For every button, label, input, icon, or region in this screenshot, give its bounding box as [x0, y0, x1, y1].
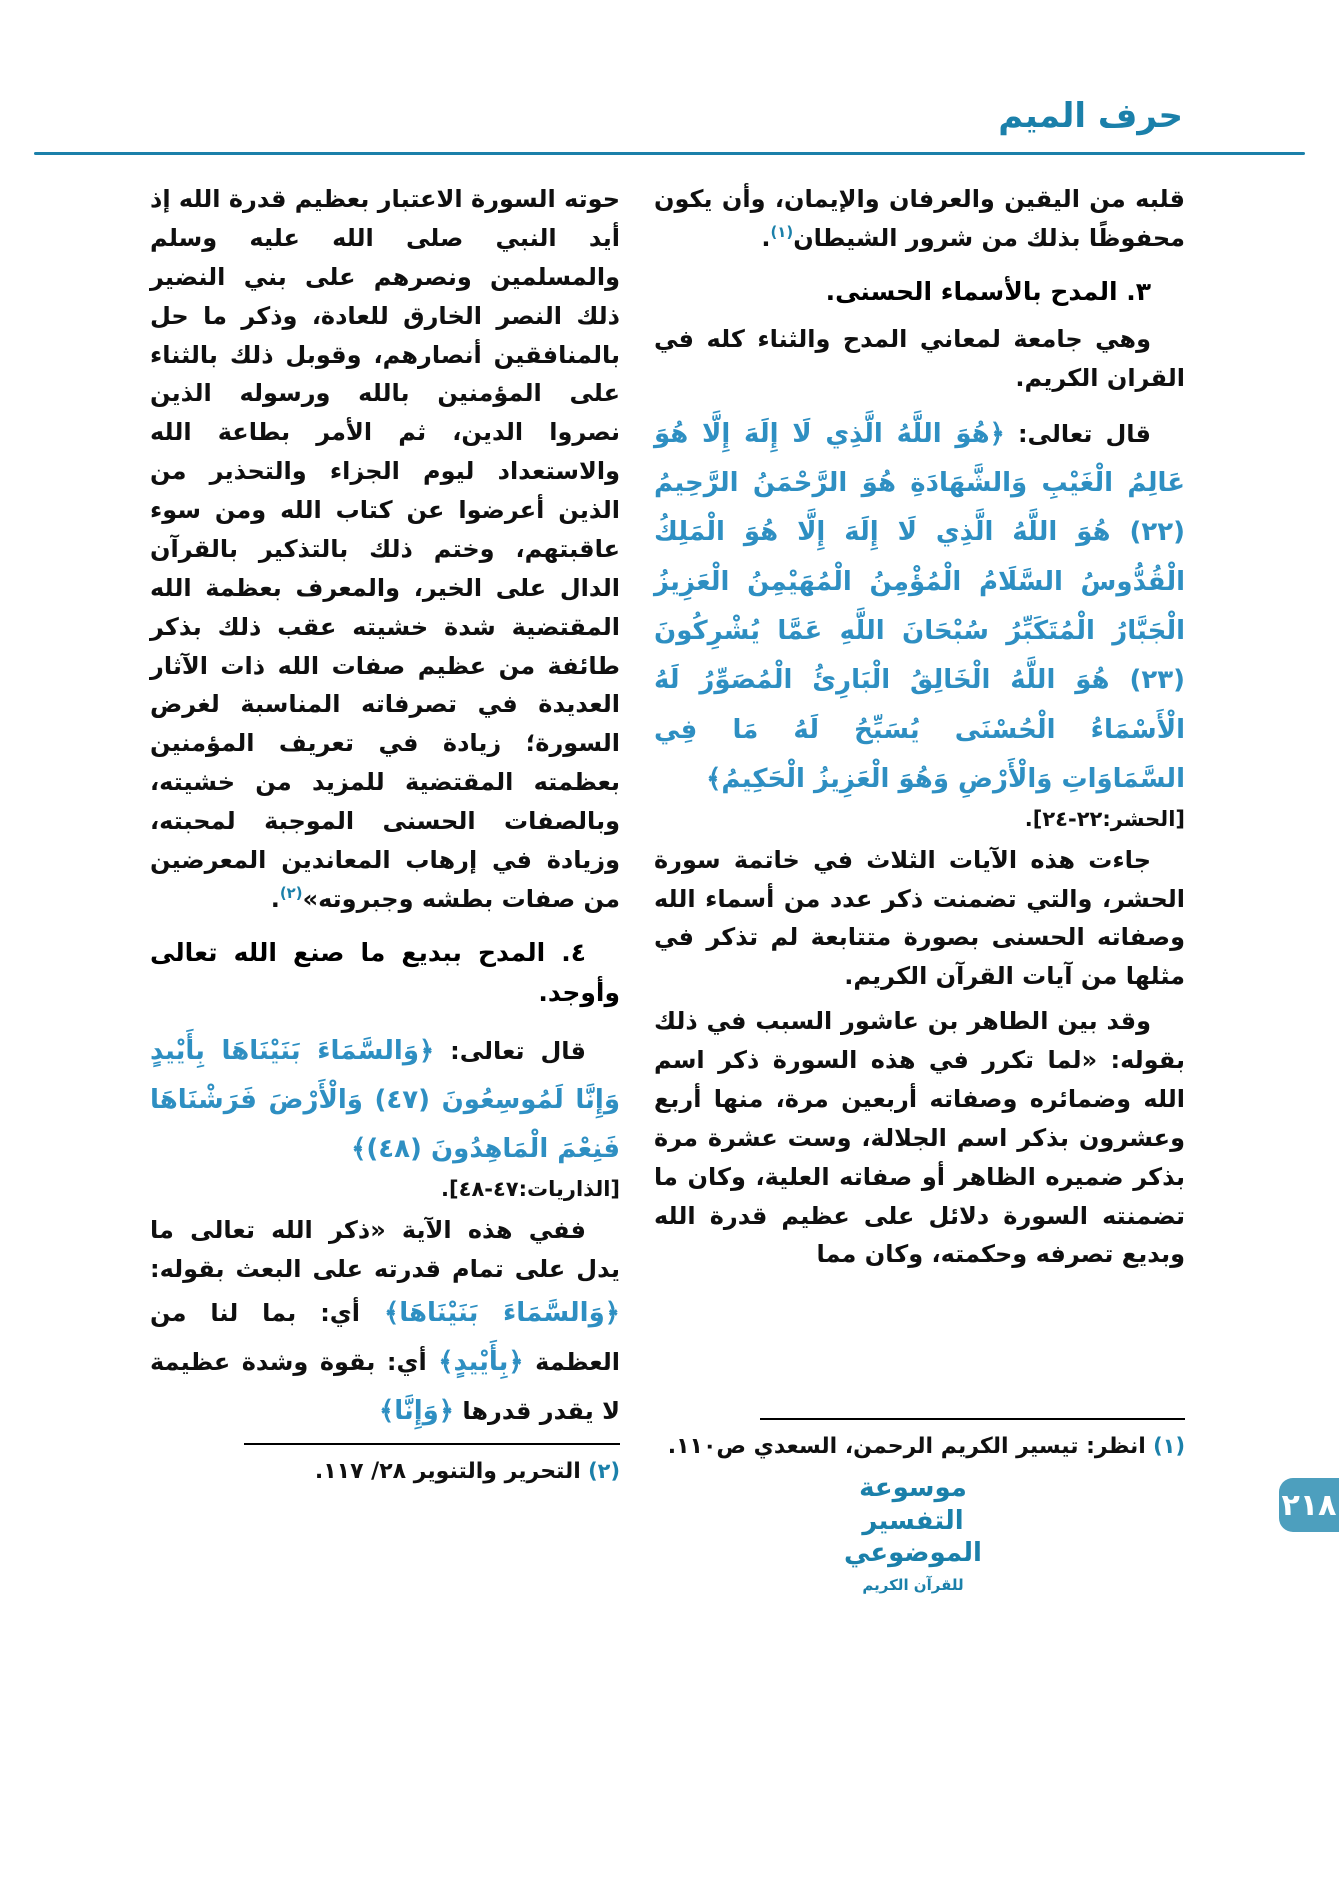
left-column: [150, 180, 620, 1484]
verse-reference-dhariyat: [الذاريات:٤٧-٤٨].: [441, 1176, 620, 1201]
footnote-1: [654, 1430, 1185, 1464]
paragraph-intro-period: .: [761, 223, 771, 252]
qala-taala-label: قال تعالى:: [1004, 419, 1151, 448]
footnote-2: [150, 1455, 620, 1489]
page-number-badge: [1279, 1478, 1339, 1532]
paragraph-jamia: وهي جامعة لمعاني المدح والثناء كله في القران الكريم.: [654, 324, 1185, 392]
qala-taala-label-2: قال تعالى:: [434, 1036, 586, 1065]
paragraph-intro-text: قلبه من اليقين والعرفان والإيمان، وأن يكون محفوظًا بذلك من شرور الشيطان: [654, 185, 1185, 252]
paragraph-hawat-text: حوته السورة الاعتبار بعظيم قدرة الله إذ أيد النبي صلى الله عليه وسلم والمسلمين ونصرهم على بني النضير ذلك النصر الخارق للعادة، وذكر ما حل بالمنافقين أنصارهم، وقوبل ذلك بالثناء على المؤمنين بالله ورسوله الذين نصروا الدين، ثم الأمر بطاعة الله والاستعداد ليوم الجزاء والتحذير من الذين أعرضوا عن كتاب الله ومن سوء عاقبتهم، وختم ذلك بالتذكير بالقرآن الدال على الخير، والمعرف بعظمة الله المقتضية شدة خشيته عقب ذلك بذكر طائفة من عظيم صفات الله ذات الآثار العديدة في تصرفاته المناسبة لغرض السورة؛ زيادة في تعريف المؤمنين بعظمته المقتضية للمزيد من خشيته، وبالصفات الحسنى الموجبة لمحبته، وزيادة في إرهاب المعاندين المعرضين من صفات بطشه وجبروته»: [150, 185, 620, 913]
footnote-ref-1: (١): [770, 222, 794, 241]
header-rule: [34, 152, 1305, 155]
quran-text-dhariyat: ﴿وَالسَّمَاءَ بَنَيْنَاهَا بِأَيْيدٍ وَإِنَّا لَمُوسِعُونَ (٤٧) وَالْأَرْضَ فَرَشْنَاهَا فَنِعْمَ الْمَاهِدُونَ (٤٨)﴾: [150, 1035, 620, 1165]
paragraph-fafi-text-2: أي: بما لنا من العظمة: [150, 1298, 620, 1376]
page-number: ٢١٨: [1281, 1487, 1337, 1523]
paragraph-hawat: [150, 180, 620, 919]
publisher-logo: [806, 1472, 1020, 1594]
footnote-block-right: [654, 1418, 1185, 1470]
footnote-separator-right: [760, 1418, 1185, 1420]
quran-text-hashr: ﴿هُوَ اللَّهُ الَّذِي لَا إِلَهَ إِلَّا هُوَ عَالِمُ الْغَيْبِ وَالشَّهَادَةِ هُوَ الرَّحْمَنُ الرَّحِيمُ (٢٢) هُوَ اللَّهُ الَّذِي لَا إِلَهَ إِلَّا هُوَ الْمَلِكُ الْقُدُّوسُ السَّلَامُ الْمُؤْمِنُ الْمُهَيْمِنُ الْعَزِيزُ الْجَبَّارُ الْمُتَكَبِّرُ سُبْحَانَ اللَّهِ عَمَّا يُشْرِكُونَ (٢٣) هُوَ اللَّهُ الْخَالِقُ الْبَارِئُ الْمُصَوِّرُ لَهُ الْأَسْمَاءُ الْحُسْنَى يُسَبِّحُ لَهُ مَا فِي السَّمَاوَاتِ وَالْأَرْضِ وَهُوَ الْعَزِيزُ الْحَكِيمُ﴾: [654, 418, 1185, 795]
footnote-2-number: (٢): [580, 1458, 620, 1483]
chapter-header: حرف الميم: [998, 96, 1183, 136]
paragraph-fafi-text-1: ففي هذه الآية «ذكر الله تعالى ما يدل على تمام قدرته على البعث بقوله:: [150, 1215, 620, 1283]
paragraph-intro: [654, 180, 1185, 258]
quran-block-hashr: [654, 410, 1185, 805]
footnote-1-number: (١): [1145, 1433, 1185, 1458]
footnote-block-left: [150, 1443, 620, 1495]
footnote-ref-2: (٢): [279, 883, 303, 902]
quran-inline-samaa: ﴿وَالسَّمَاءَ بَنَيْنَاهَا﴾: [383, 1297, 620, 1328]
paragraph-tahir: وقد بين الطاهر بن عاشور السبب في ذلك بقوله: «لما تكرر في هذه السورة ذكر اسم الله وضمائره وصفاته أربعين مرة، منها أربع وعشرون بذكر اسم الجلالة، وست عشرة مرة بذكر ضميره الظاهر أو صفاته العلية، وكان ما تضمنته السورة دلائل على عظيم قدرة الله وبديع تصرفه وحكمته، وكان مما: [654, 1007, 1185, 1269]
quran-inline-biayd: ﴿بِأَيْيدٍ﴾: [438, 1346, 524, 1377]
paragraph-jaat: جاءت هذه الآيات الثلاث في خاتمة سورة الحشر، والتي تضمنت ذكر عدد من أسماء الله وصفاته الحسنى بصورة متتابعة لم تذكر في مثلها من آيات القرآن الكريم.: [654, 845, 1185, 991]
publisher-logo-subtitle: للقرآن الكريم: [862, 1575, 964, 1594]
section-heading-4: ٤. المدح ببديع ما صنع الله تعالى وأوجد.: [150, 937, 620, 1007]
publisher-logo-title: موسوعة التفسير الموضوعي: [844, 1473, 982, 1568]
footnote-2-text: التحرير والتنوير ٢٨/ ١١٧.: [314, 1458, 581, 1484]
section-heading-3: ٣. المدح بالأسماء الحسنى.: [825, 276, 1151, 306]
paragraph-fafi-text-3: أي: بقوة وشدة عظيمة لا يقدر قدرها: [150, 1347, 620, 1426]
footnote-separator-left: [244, 1443, 620, 1445]
quran-block-dhariyat: [150, 1027, 620, 1175]
footnote-1-text: انظر: تيسير الكريم الرحمن، السعدي ص١١٠.: [667, 1433, 1146, 1459]
verse-reference-hashr: [الحشر:٢٢-٢٤].: [1024, 806, 1185, 831]
paragraph-fafi: [150, 1211, 620, 1437]
paragraph-hawat-period: .: [270, 884, 280, 913]
quran-inline-wainna: ﴿وَإِنَّا﴾: [378, 1396, 455, 1427]
right-column: [654, 180, 1185, 1470]
